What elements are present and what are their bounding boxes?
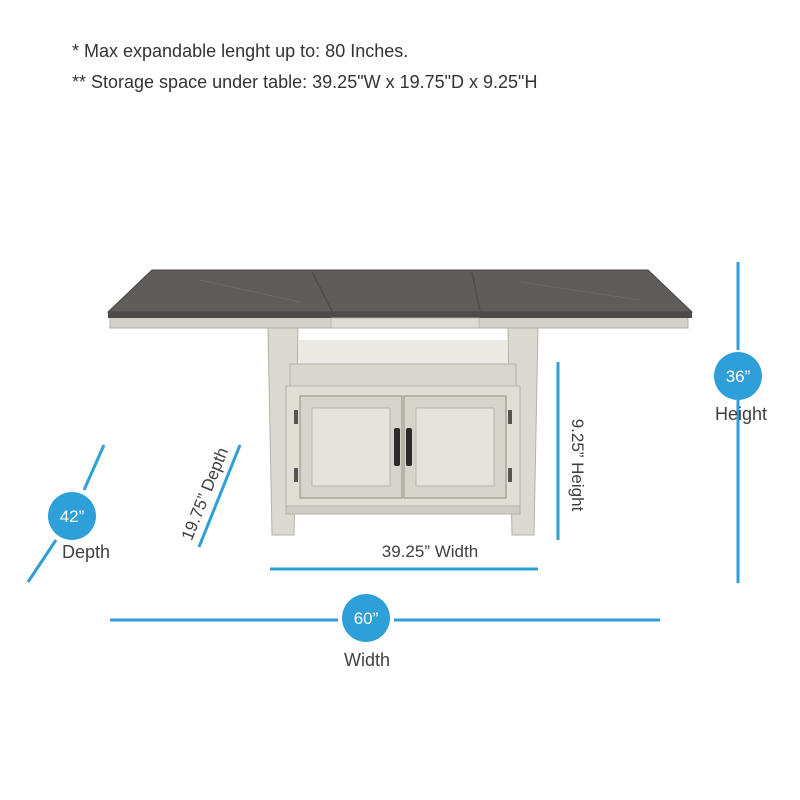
storage-depth-label: 19.75” Depth: [177, 444, 233, 544]
storage-width-label: 39.25” Width: [381, 542, 479, 561]
width-value: 60”: [353, 609, 379, 628]
left-door-handle: [394, 428, 400, 466]
depth-dimension: [28, 445, 110, 582]
height-value: 36”: [725, 367, 751, 386]
note-storage-space: ** Storage space under table: 39.25"W x 19.75"D x 9.25"H: [72, 72, 538, 92]
depth-value: 42”: [59, 507, 85, 526]
height-dimension: [714, 262, 767, 583]
tabletop: [108, 270, 692, 312]
note-max-length: * Max expandable lenght up to: 80 Inches.: [72, 41, 409, 61]
storage-depth-dimension: [178, 445, 240, 547]
depth-label: Depth: [62, 542, 111, 562]
storage-height-dimension: [558, 362, 587, 540]
depth-line-upper: [84, 445, 104, 490]
right-door-handle: [406, 428, 412, 466]
depth-line-lower: [28, 540, 56, 582]
width-dimension: [110, 594, 660, 670]
storage-height-label: 9.25” Height: [568, 418, 587, 512]
storage-width-dimension: [270, 542, 538, 569]
height-label: Height: [714, 404, 768, 424]
width-label: Width: [343, 650, 391, 670]
